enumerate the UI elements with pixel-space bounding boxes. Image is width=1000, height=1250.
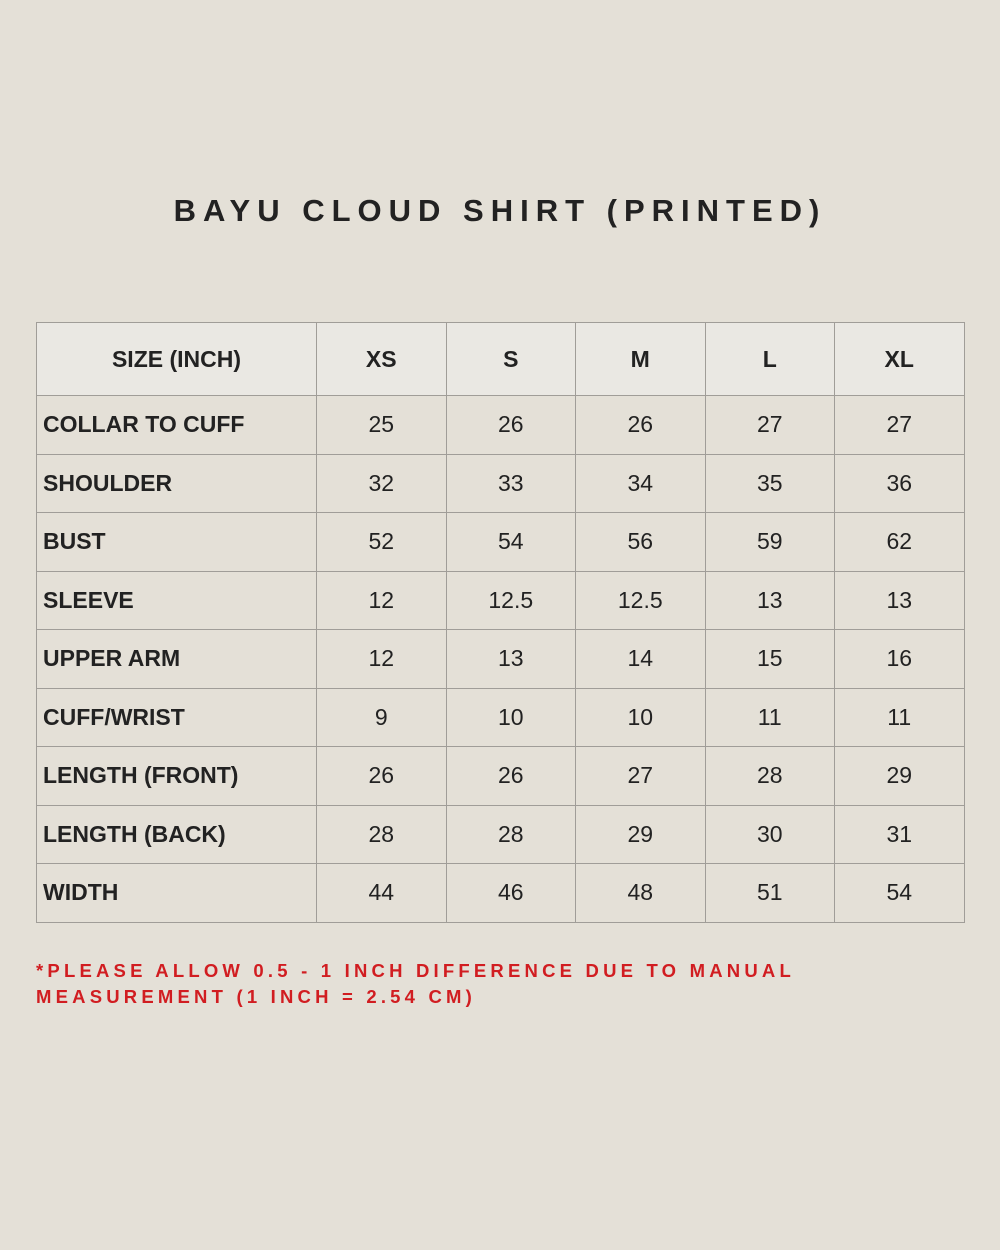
header-size-xs: XS [317, 323, 447, 396]
measurement-cell: 62 [835, 513, 965, 572]
measurement-cell: 34 [576, 454, 706, 513]
row-label: WIDTH [37, 864, 317, 923]
measurement-cell: 12 [317, 630, 447, 689]
table-row [37, 747, 965, 806]
row-label: BUST [37, 513, 317, 572]
page-title: BAYU CLOUD SHIRT (PRINTED) [173, 193, 827, 228]
measurement-cell: 27 [835, 396, 965, 455]
measurement-cell: 13 [835, 571, 965, 630]
table-row [37, 864, 965, 923]
measurement-cell: 14 [576, 630, 706, 689]
measurement-cell: 44 [317, 864, 447, 923]
measurement-cell: 56 [576, 513, 706, 572]
header-size-m: M [576, 323, 706, 396]
row-label: SLEEVE [37, 571, 317, 630]
table-row [37, 396, 965, 455]
measurement-cell: 28 [705, 747, 835, 806]
measurement-cell: 12 [317, 571, 447, 630]
header-size-s: S [446, 323, 576, 396]
table-row [37, 513, 965, 572]
measurement-cell: 12.5 [576, 571, 706, 630]
measurement-cell: 54 [446, 513, 576, 572]
measurement-cell: 26 [446, 396, 576, 455]
measurement-cell: 54 [835, 864, 965, 923]
measurement-cell: 26 [576, 396, 706, 455]
header-size-xl: XL [835, 323, 965, 396]
measurement-cell: 28 [317, 805, 447, 864]
measurement-cell: 15 [705, 630, 835, 689]
header-size-label: SIZE (INCH) [37, 323, 317, 396]
table-row [37, 805, 965, 864]
row-label: SHOULDER [37, 454, 317, 513]
measurement-cell: 46 [446, 864, 576, 923]
measurement-cell: 9 [317, 688, 447, 747]
measurement-cell: 12.5 [446, 571, 576, 630]
row-label: COLLAR TO CUFF [37, 396, 317, 455]
measurement-cell: 27 [576, 747, 706, 806]
measurement-cell: 33 [446, 454, 576, 513]
measurement-cell: 48 [576, 864, 706, 923]
measurement-cell: 25 [317, 396, 447, 455]
measurement-cell: 31 [835, 805, 965, 864]
measurement-cell: 51 [705, 864, 835, 923]
measurement-note: *PLEASE ALLOW 0.5 - 1 INCH DIFFERENCE DUE TO MANUAL MEASUREMENT (1 INCH = 2.54 CM) [36, 960, 795, 1007]
table-row [37, 688, 965, 747]
measurement-cell: 28 [446, 805, 576, 864]
row-label: CUFF/WRIST [37, 688, 317, 747]
row-label: UPPER ARM [37, 630, 317, 689]
header-size-l: L [705, 323, 835, 396]
measurement-cell: 36 [835, 454, 965, 513]
measurement-cell: 26 [317, 747, 447, 806]
row-label: LENGTH (FRONT) [37, 747, 317, 806]
measurement-cell: 11 [705, 688, 835, 747]
measurement-cell: 30 [705, 805, 835, 864]
table-row [37, 630, 965, 689]
measurement-cell: 26 [446, 747, 576, 806]
measurement-cell: 10 [576, 688, 706, 747]
measurement-cell: 16 [835, 630, 965, 689]
table-row [37, 571, 965, 630]
row-label: LENGTH (BACK) [37, 805, 317, 864]
measurement-cell: 52 [317, 513, 447, 572]
header-row [37, 323, 965, 396]
size-chart-table [36, 322, 965, 923]
measurement-cell: 11 [835, 688, 965, 747]
measurement-cell: 29 [835, 747, 965, 806]
measurement-cell: 35 [705, 454, 835, 513]
measurement-cell: 13 [446, 630, 576, 689]
measurement-cell: 13 [705, 571, 835, 630]
measurement-cell: 10 [446, 688, 576, 747]
measurement-cell: 27 [705, 396, 835, 455]
table-row [37, 454, 965, 513]
measurement-cell: 29 [576, 805, 706, 864]
measurement-cell: 59 [705, 513, 835, 572]
measurement-cell: 32 [317, 454, 447, 513]
